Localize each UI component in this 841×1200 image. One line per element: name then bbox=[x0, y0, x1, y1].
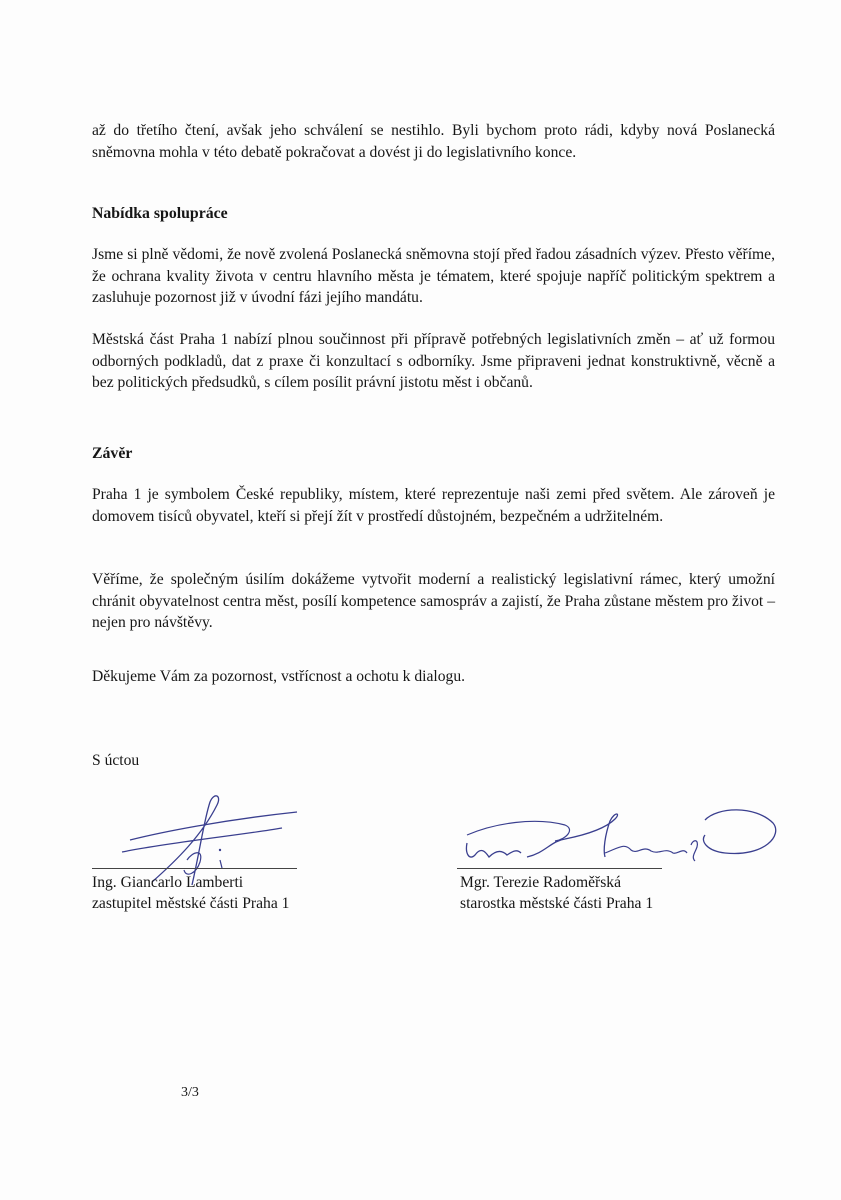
signature-line-lamberti bbox=[92, 868, 297, 869]
intro-paragraph: až do třetího čtení, avšak jeho schválení se nestihlo. Byli bychom proto rádi, kdyby nová Poslanecká sněmovna mohla v této debatě pokračovat a dovést ji do legislativního konce. bbox=[92, 122, 775, 161]
conclusion-paragraph-1: Praha 1 je symbolem České republiky, místem, které reprezentuje naši zemi před světem. Ale zároveň je domovem tisíců obyvatel, kteří si přejí žít v prostředí důstojném, bezpečném a udržitelném. bbox=[92, 486, 775, 525]
closing-salutation: S úctou bbox=[92, 752, 140, 769]
signature-line-radomerska bbox=[457, 868, 662, 869]
heading-conclusion: Závěr bbox=[92, 445, 133, 462]
cooperation-paragraph-2: Městská část Praha 1 nabízí plnou součinnost při přípravě potřebných legislativních změn – ať už formou odborných podkladů, dat z praxe či konzultací s odborníky. Jsme připraveni jednat konstruktivně, věcně a bez politických předsudků, s cílem posílit právní jistotu měst i občanů. bbox=[92, 331, 775, 391]
signature-radomerska bbox=[455, 795, 785, 875]
signatory-role-lamberti: zastupitel městské části Praha 1 bbox=[92, 895, 290, 912]
signatory-name-radomerska: Mgr. Terezie Radoměřská bbox=[460, 874, 621, 891]
conclusion-paragraph-2: Věříme, že společným úsilím dokážeme vytvořit moderní a realistický legislativní rámec, který umožní chránit obyvatelnost centra měst, posílí kompetence samospráv a zajistí, že Praha zůstane městem pro život – nejen pro návštěvy. bbox=[92, 571, 775, 631]
signatory-role-radomerska: starostka městské části Praha 1 bbox=[460, 895, 654, 912]
heading-cooperation: Nabídka spolupráce bbox=[92, 205, 228, 222]
signatory-name-lamberti: Ing. Giancarlo Lamberti bbox=[92, 874, 244, 891]
cooperation-paragraph-1: Jsme si plně vědomi, že nově zvolená Poslanecká sněmovna stojí před řadou zásadních výzev. Přesto věříme, že ochrana kvality života v centru hlavního města je tématem, které spojuje napříč politickým spektrem a zasluhuje pozornost již v úvodní fázi jejího mandátu. bbox=[92, 246, 775, 306]
page-number: 3/3 bbox=[181, 1085, 199, 1100]
thanks-line: Děkujeme Vám za pozornost, vstřícnost a ochotu k dialogu. bbox=[92, 668, 466, 685]
